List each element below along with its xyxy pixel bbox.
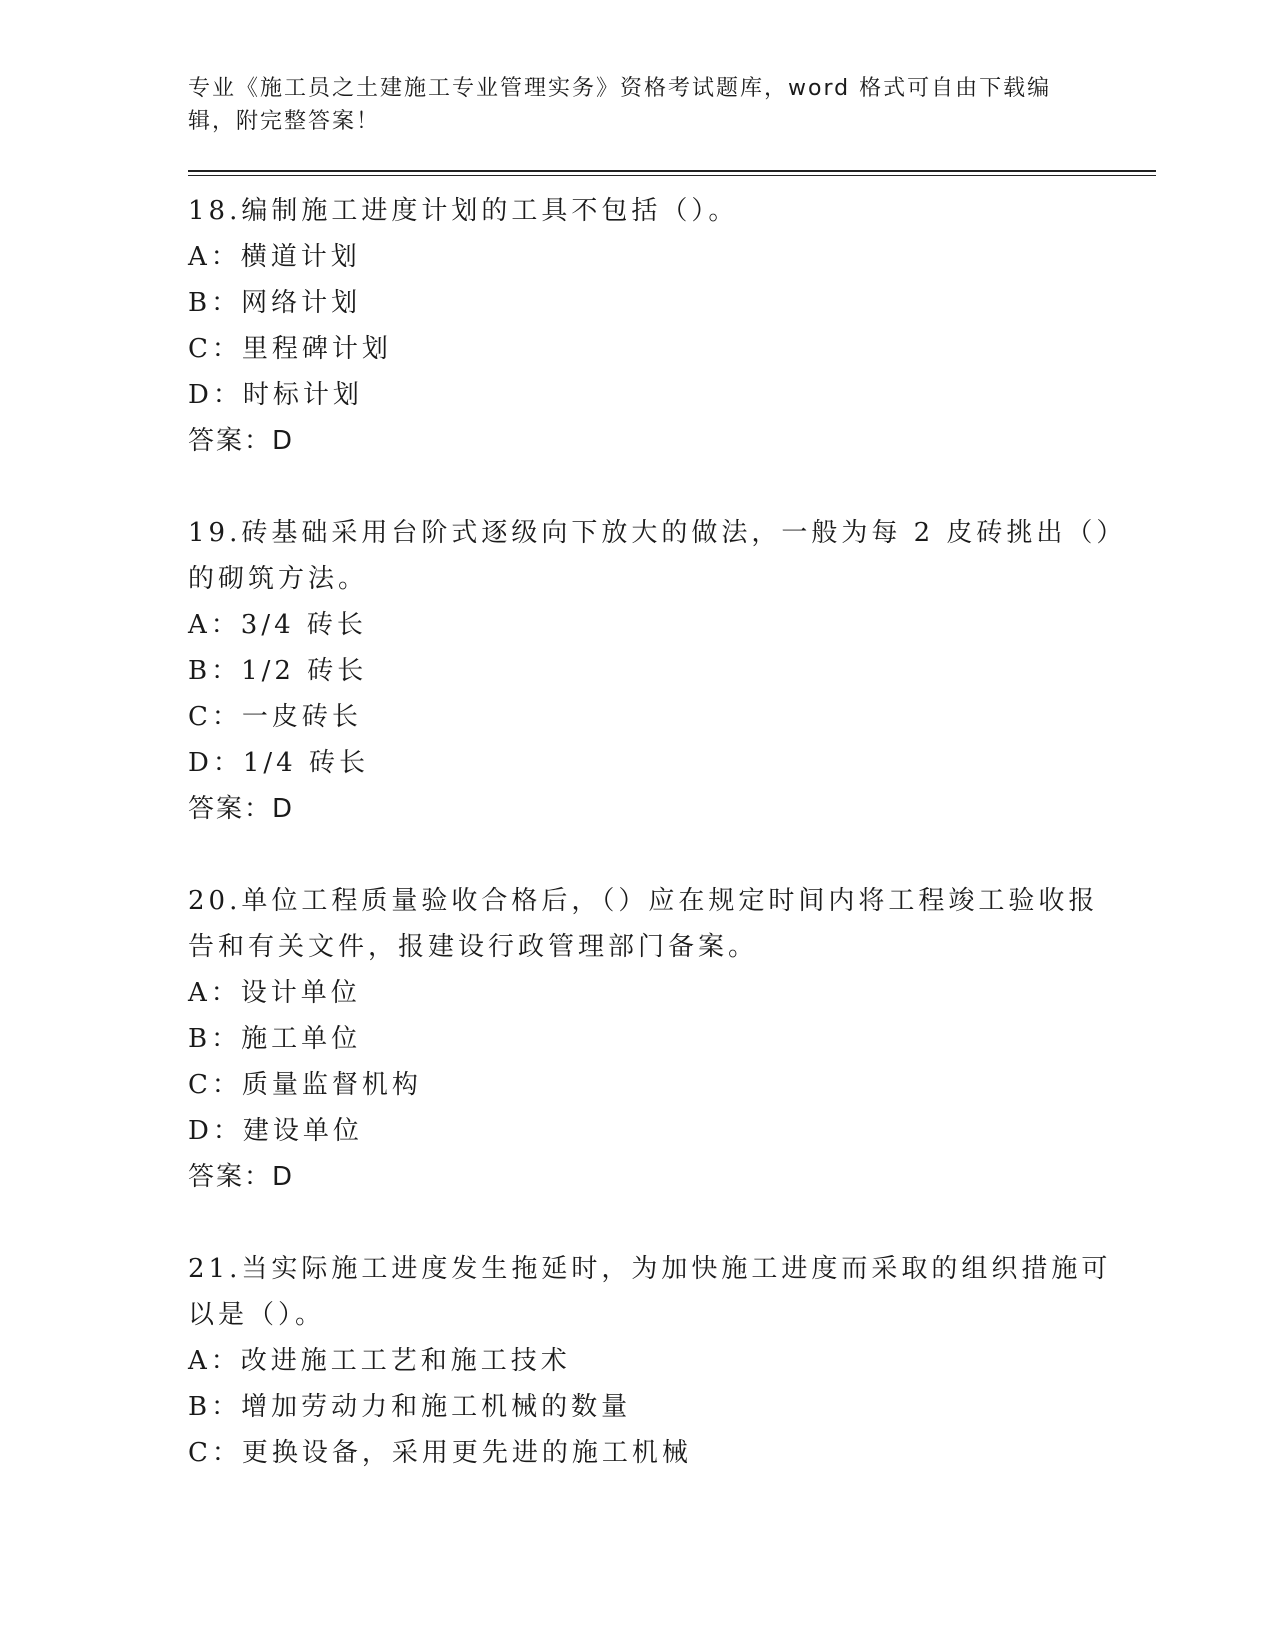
answer: 答案：D	[188, 794, 295, 824]
question-stem: 19.砖基础采用台阶式逐级向下放大的做法，一般为每 2 皮砖挑出（）	[188, 518, 1127, 548]
option-b: B：网络计划	[188, 288, 362, 318]
question-stem: 21.当实际施工进度发生拖延时，为加快施工进度而采取的组织措施可	[188, 1254, 1112, 1284]
option-c: C：里程碑计划	[188, 334, 392, 364]
spacer	[188, 464, 1088, 510]
option-b: B：增加劳动力和施工机械的数量	[188, 1392, 632, 1422]
option-c: C：一皮砖长	[188, 702, 362, 732]
header-line-2: 辑，附完整答案！	[188, 109, 381, 134]
option-d: D：建设单位	[188, 1116, 363, 1146]
question-20	[188, 878, 1099, 1200]
question-list	[188, 188, 1127, 1476]
option-a: A：改进施工工艺和施工技术	[188, 1346, 571, 1376]
option-a: A：3/4 砖长	[188, 610, 367, 640]
spacer	[188, 1200, 1088, 1246]
spacer	[188, 832, 1088, 878]
header-divider-thin	[188, 175, 1156, 176]
answer: 答案：D	[188, 1162, 295, 1192]
option-d: D：时标计划	[188, 380, 363, 410]
question-stem: 18.编制施工进度计划的工具不包括（）。	[188, 196, 739, 226]
header-divider-thick	[188, 170, 1156, 172]
option-a: A：横道计划	[188, 242, 361, 272]
question-19	[188, 510, 1127, 832]
question-stem-continued: 告和有关文件，报建设行政管理部门备案。	[188, 932, 759, 962]
header-line-1: 专业《施工员之土建施工专业管理实务》资格考试题库，word 格式可自由下载编	[188, 76, 1052, 101]
option-c: C：更换设备，采用更先进的施工机械	[188, 1438, 692, 1468]
option-c: C：质量监督机构	[188, 1070, 422, 1100]
question-stem-continued: 以是（）。	[188, 1300, 326, 1330]
option-b: B：1/2 砖长	[188, 656, 368, 686]
answer: 答案：D	[188, 426, 295, 456]
option-a: A：设计单位	[188, 978, 361, 1008]
question-stem: 20.单位工程质量验收合格后，（）应在规定时间内将工程竣工验收报	[188, 886, 1099, 916]
question-21	[188, 1246, 1112, 1476]
question-stem-continued: 的砌筑方法。	[188, 564, 369, 594]
option-d: D：1/4 砖长	[188, 748, 369, 778]
option-b: B：施工单位	[188, 1024, 362, 1054]
document-header	[188, 72, 1068, 138]
question-18	[188, 188, 1088, 464]
